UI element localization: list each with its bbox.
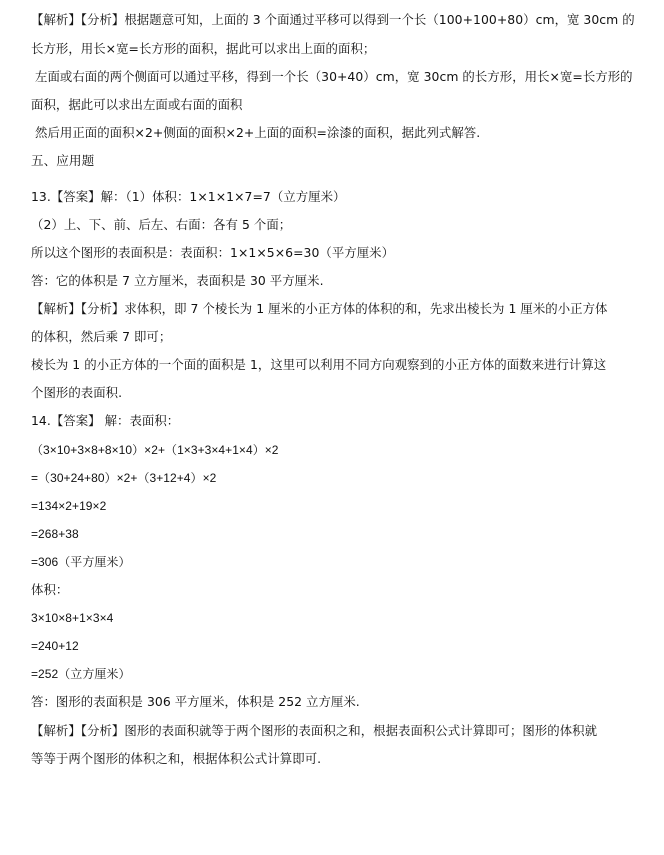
analysis-1-line-5: 然后用正面的面积×2+侧面的面积×2+上面的面积=涂漆的面积，据此列式解答. bbox=[35, 125, 481, 140]
q13-analysis-line-3: 棱长为 1 的小正方体的一个面的面积是 1，这里可以利用不同方向观察到的小正方体的面数来进行计算这 bbox=[31, 357, 607, 372]
q13-analysis-line-2: 的体积，然后乘 7 即可； bbox=[31, 329, 172, 344]
q14-volume-calc-1: 3×10×8+1×3×4 bbox=[31, 611, 114, 625]
q14-conclusion: 答：图形的表面积是 306 平方厘米，体积是 252 立方厘米. bbox=[31, 694, 360, 709]
analysis-1-line-3: 左面或右面的两个侧面可以通过平移，得到一个长（30+40）cm，宽 30cm 的长方形，用长×宽=长方形的 bbox=[35, 69, 633, 84]
analysis-1-line-2: 长方形，用长×宽=长方形的面积，据此可以求出上面的面积； bbox=[31, 41, 376, 56]
q14-analysis-line-2: 等等于两个图形的体积之和，根据体积公式计算即可. bbox=[31, 751, 322, 766]
q14-calc-2: =（30+24+80）×2+（3+12+4）×2 bbox=[31, 471, 217, 485]
q14-volume-label: 体积： bbox=[31, 582, 69, 597]
analysis-1-line-4: 面积，据此可以求出左面或右面的面积 bbox=[31, 97, 243, 112]
q13-conclusion: 答：它的体积是 7 立方厘米，表面积是 30 平方厘米. bbox=[31, 273, 324, 288]
q13-step-3: 所以这个图形的表面积是：表面积：1×1×5×6=30（平方厘米） bbox=[31, 245, 395, 260]
q14-calc-3: =134×2+19×2 bbox=[31, 499, 107, 513]
q14-analysis-line-1: 【解析】【分析】图形的表面积就等于两个图形的表面积之和，根据表面积公式计算即可；图形的体积就 bbox=[31, 723, 598, 738]
q14-calc-4: =268+38 bbox=[31, 527, 79, 541]
section-title: 五、应用题 bbox=[31, 153, 95, 168]
q14-answer: 14.【答案】 解：表面积： bbox=[31, 413, 180, 428]
q13-analysis-line-4: 个图形的表面积. bbox=[31, 385, 123, 400]
analysis-1-line-1: 【解析】【分析】根据题意可知，上面的 3 个面通过平移可以得到一个长（100+100+80）cm，宽 30cm 的 bbox=[31, 12, 635, 27]
q14-calc-1: （3×10+3×8+8×10）×2+（1×3+3×4+1×4）×2 bbox=[31, 443, 279, 457]
q13-answer: 13.【答案】解：（1）体积：1×1×1×7=7（立方厘米） bbox=[31, 189, 346, 204]
q13-step-2: （2）上、下、前、后左、右面：各有 5 个面； bbox=[31, 217, 292, 232]
q14-calc-5: =306（平方厘米） bbox=[31, 555, 131, 569]
q14-volume-calc-2: =240+12 bbox=[31, 639, 79, 653]
q14-volume-calc-3: =252（立方厘米） bbox=[31, 667, 131, 681]
q13-analysis-line-1: 【解析】【分析】求体积，即 7 个棱长为 1 厘米的小正方体的体积的和，先求出棱长为 1 厘米的小正方体 bbox=[31, 301, 608, 316]
